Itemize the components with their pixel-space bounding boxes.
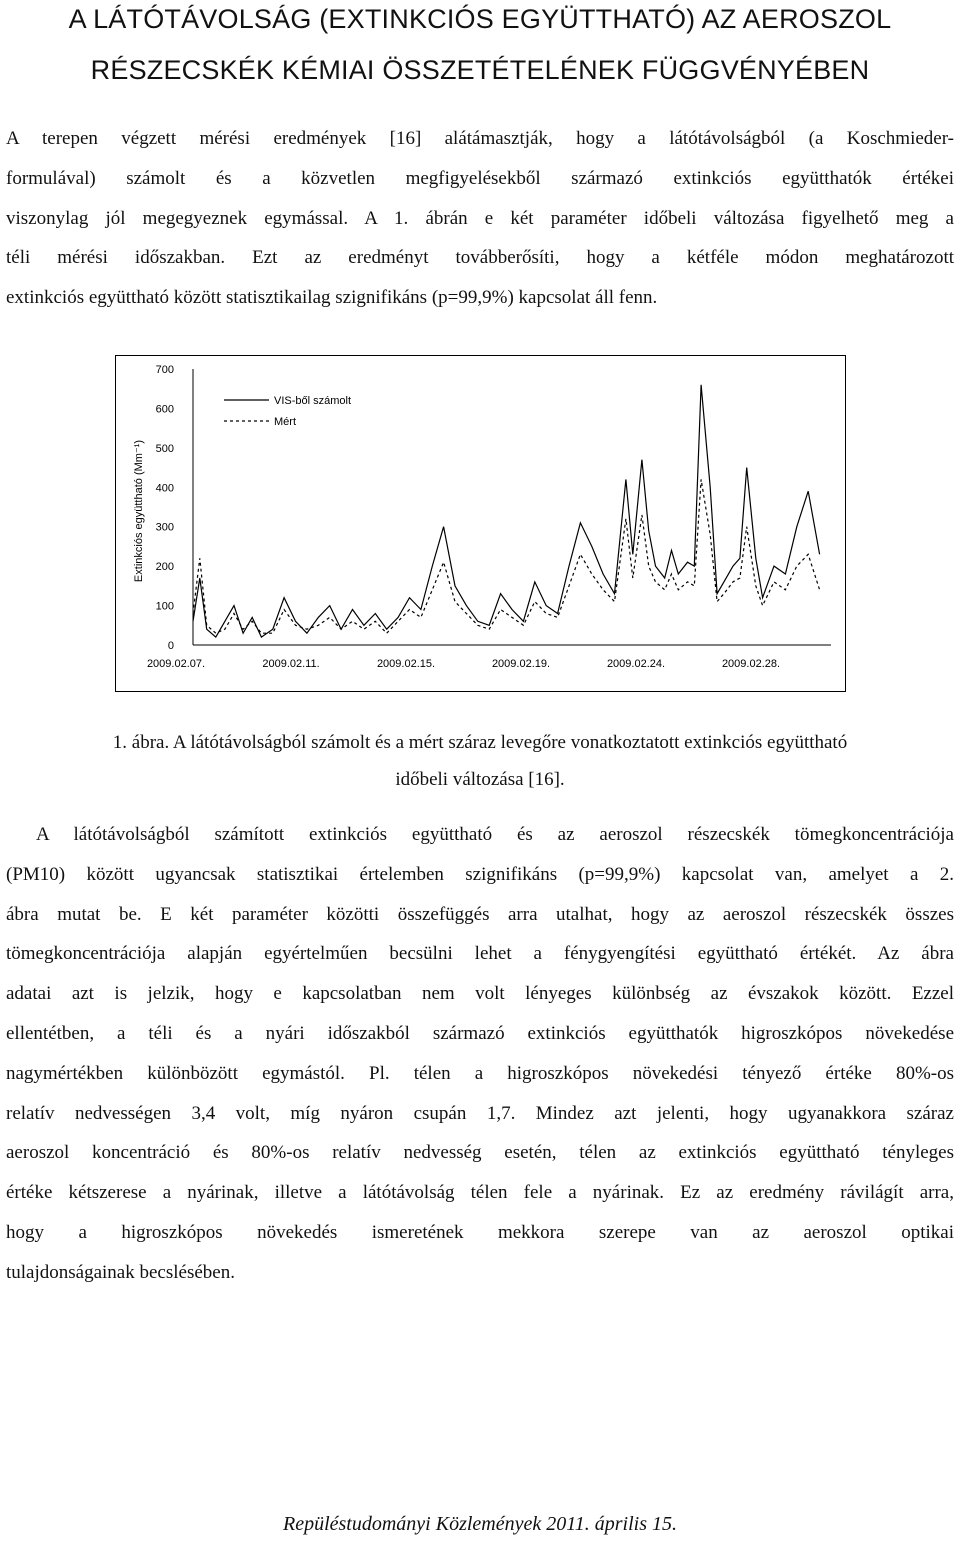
x-tick-label: 2009.02.07. bbox=[146, 658, 206, 670]
paragraph-line: értéke kétszerese a nyárinak, illetve a látótávolság télen fele a nyárinak. Ez az eredmény rávilágít arra, bbox=[6, 1182, 954, 1204]
series-line-measured bbox=[193, 479, 820, 633]
paragraph-line: viszonylag jól megegyeznek egymással. A 1. ábrán e két paraméter időbeli változása figyelhető meg a bbox=[6, 207, 954, 229]
page-footer: Repüléstudományi Közlemények 2011. április 15. bbox=[282, 1513, 677, 1535]
paragraph-line: formulával) számolt és a közvetlen megfigyelésekből származó extinkciós együtthatók értékei bbox=[6, 167, 954, 189]
x-tick-label: 2009.02.28. bbox=[721, 658, 781, 670]
y-tick-label: 400 bbox=[155, 482, 174, 495]
y-tick-label: 700 bbox=[155, 364, 174, 376]
x-tick-label: 2009.02.24. bbox=[606, 658, 666, 670]
paragraph-line: nagymértékben különbözött egymástól. Pl. télen a higroszkópos növekedési tényező értéke 80%-os bbox=[6, 1062, 954, 1084]
chart-svg bbox=[116, 356, 845, 691]
y-tick-label: 0 bbox=[167, 640, 174, 652]
body-paragraph bbox=[6, 815, 954, 1293]
intro-paragraph bbox=[6, 119, 954, 318]
paragraph-line: ellentétben, a téli és a nyári időszakból származó extinkciós együtthatók higroszkópos növekedése bbox=[6, 1022, 954, 1044]
title-line-2: RÉSZECSKÉK KÉMIAI ÖSSZETÉTELÉNEK FÜGGVÉNYÉBEN bbox=[90, 55, 870, 85]
paragraph-line: tulajdonságainak becslésében. bbox=[6, 1261, 235, 1283]
y-tick-label: 600 bbox=[155, 403, 174, 416]
paragraph-line: aeroszol koncentráció és 80%-os relatív nedvesség esetén, télen az extinkciós együttható tényleges bbox=[6, 1142, 954, 1164]
figure-caption-line-2: időbeli változása [16]. bbox=[395, 769, 565, 790]
y-tick-label: 500 bbox=[155, 442, 174, 455]
legend-label: Mért bbox=[274, 416, 296, 428]
paragraph-line: extinkciós együttható között statisztikailag szignifikáns (p=99,9%) kapcsolat áll fenn. bbox=[6, 287, 658, 309]
x-tick-label: 2009.02.11. bbox=[262, 658, 320, 670]
paragraph-line: A látótávolságból számított extinkciós együttható és az aeroszol részecskék tömegkoncentrációja bbox=[36, 824, 954, 845]
y-tick-label: 200 bbox=[155, 561, 174, 574]
y-axis-label-group bbox=[133, 440, 145, 582]
paragraph-line: adatai azt is jelzik, hogy e kapcsolatban nem volt lényeges különbség az évszakok között. Ezzel bbox=[6, 983, 954, 1005]
x-tick-label: 2009.02.19. bbox=[491, 658, 551, 670]
paragraph-line: tömegkoncentrációja alapján egyértelműen becsülni lehet a fénygyengítési együttható értékét. Az ábra bbox=[6, 943, 954, 965]
y-axis-label: Extinkciós együttható (Mm⁻¹) bbox=[133, 439, 145, 583]
title-line-1: A LÁTÓTÁVOLSÁG (EXTINKCIÓS EGYÜTTHATÓ) AZ AEROSZOL bbox=[68, 4, 892, 34]
paragraph-line: ábra mutat be. E két paraméter közötti összefüggés arra utalhat, hogy az aeroszol részecskék összes bbox=[6, 903, 954, 925]
paragraph-line: A terepen végzett mérési eredmények [16] alátámasztják, hogy a látótávolságból (a Koschmieder- bbox=[6, 128, 954, 149]
figure-1-chart bbox=[115, 355, 846, 692]
paragraph-line: relatív nedvességen 3,4 volt, míg nyáron csupán 1,7. Mindez azt jelenti, hogy ugyanakkora száraz bbox=[6, 1102, 954, 1124]
legend-label: VIS-ből számolt bbox=[274, 395, 352, 407]
paragraph-line: téli mérési időszakban. Ezt az eredményt továbberősíti, hogy a kétféle módon meghatározott bbox=[6, 247, 954, 269]
y-tick-label: 100 bbox=[155, 600, 174, 613]
chart-legend bbox=[224, 395, 351, 428]
paragraph-line: hogy a higroszkópos növekedés ismeretének mekkora szerepe van az aeroszol optikai bbox=[6, 1221, 954, 1243]
y-tick-label: 300 bbox=[155, 521, 174, 534]
figure-caption-line-1: 1. ábra. A látótávolságból számolt és a mért száraz levegőre vonatkoztatott extinkciós együttható bbox=[112, 732, 848, 753]
x-tick-label: 2009.02.15. bbox=[376, 658, 436, 670]
paragraph-line: (PM10) között ugyancsak statisztikai értelemben szignifikáns (p=99,9%) kapcsolat van, amelyet a 2. bbox=[6, 863, 954, 885]
